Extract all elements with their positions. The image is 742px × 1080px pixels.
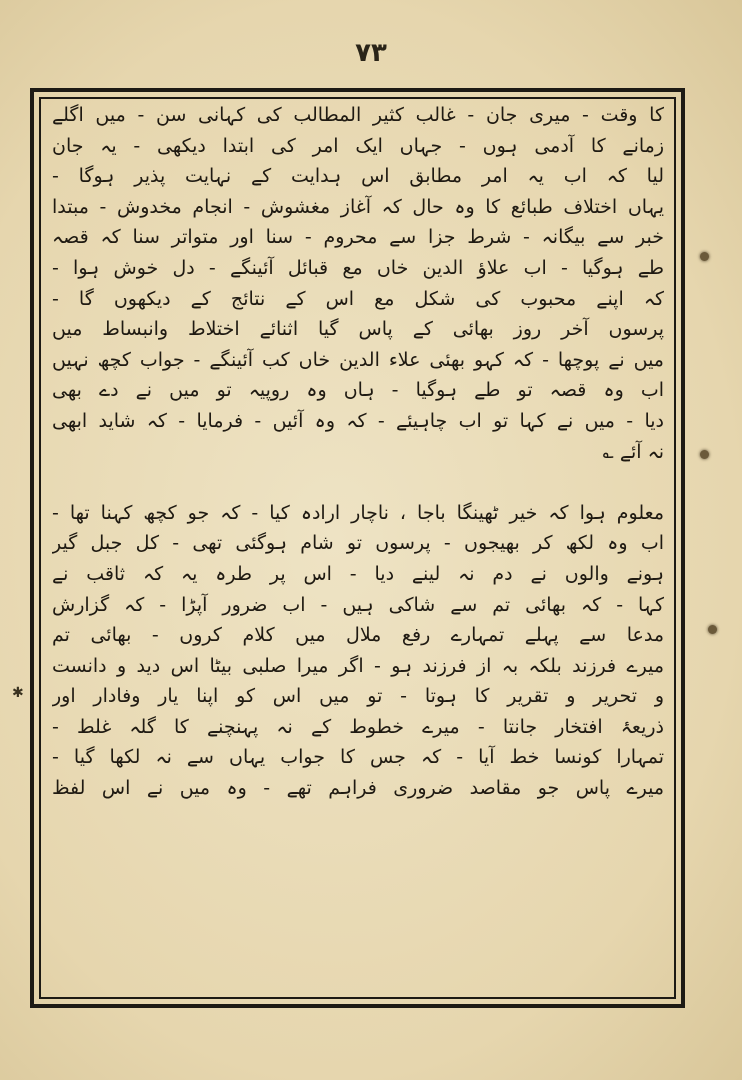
urdu-text-block — [52, 100, 664, 990]
binding-hole — [700, 252, 709, 261]
text-line: میں نے پوچھا - کہ کہو بھئی علاء الدین خاں کب آئینگے - جواب کچھ نہیں — [52, 348, 664, 371]
text-line: معلوم ہوا کہ خیر ٹھینگا باجا ، ناچار ارادہ کیا - کہ جو کچھ کہنا تھا - — [52, 501, 664, 524]
text-line: لیا کہ اب یہ امر مطابق اس ہدایت کے نہایت پذیر ہوگا - — [52, 165, 664, 188]
binding-hole — [700, 450, 709, 459]
text-line: پرسوں آخر روز بھائی کے پاس گیا اثنائے اختلاط وانبساط میں — [52, 318, 664, 341]
blank-line — [52, 467, 664, 498]
text-line: و تحریر و تقریر کا ہوتا - تو میں اس کو اپنا یار وفادار اور — [52, 685, 664, 708]
text-line: زمانے کا آدمی ہوں - جہاں ایک امر کی ابتدا دیکھی - یہ جان — [52, 134, 664, 157]
text-line: اب وہ لکھ کر بھیجوں - پرسوں تو شام ہوگئی تھی - کل جبل گیر — [52, 532, 664, 555]
text-line: میرے فرزند بلکہ بہ از فرزند ہو - اگر میرا صلبی بیٹا اس دید و دانست — [52, 654, 664, 677]
binding-hole — [708, 625, 717, 634]
text-line: کا وقت - میری جان - غالب کثیر المطالب کی کہانی سن - میں اگلے — [52, 104, 664, 126]
text-line: کہ اپنے محبوب کی شکل مع اس کے نتائج کے دیکھوں گا - — [52, 287, 664, 310]
text-line: تمہارا کونسا خط آیا - کہ جس کا جواب یہاں سے نہ لکھا گیا - — [52, 746, 664, 769]
text-line: خبر سے بیگانہ - شرط جزا سے محروم - سنا اور متواتر سنا کہ قصہ — [52, 226, 664, 249]
text-line: ذریعۂ افتخار جانتا - میرے خطوط کے نہ پہنچنے کا گلہ غلط - — [52, 715, 664, 738]
margin-mark: ✱ — [12, 685, 24, 701]
text-line: میرے پاس جو مقاصد ضروری فراہم تھے - وہ میں نے اس لفظ — [52, 777, 664, 800]
text-line: کہا - کہ بھائی تم سے شاکی ہیں - اب ضرور آپڑا - کہ گزارش — [52, 593, 664, 616]
text-line: یہاں اختلاف طبائع کا وہ حال کہ آغاز مغشوش - انجام مخدوش - مبتدا — [52, 195, 664, 218]
text-line: مدعا سے پہلے تمہارے رفع ملال میں کلام کروں - بھائی تم — [52, 624, 664, 647]
text-line: ہونے والوں نے دم نہ لینے دیا - اس پر طرہ یہ کہ ثاقب نے — [52, 562, 664, 585]
text-line: اب وہ قصہ تو طے ہوگیا - ہاں وہ روپیہ تو میں نے دے بھی — [52, 379, 664, 402]
text-line: نہ آئے ؎ — [602, 440, 664, 463]
page-number: ۷۳ — [355, 38, 387, 68]
text-line: دیا - میں نے کہا تو اب چاہیئے - کہ وہ آئیں - فرمایا - کہ شاید ابھی — [52, 409, 664, 432]
text-line: طے ہوگیا - اب علاؤ الدین خاں مع قبائل آئینگے - دل خوش ہوا - — [52, 256, 664, 279]
